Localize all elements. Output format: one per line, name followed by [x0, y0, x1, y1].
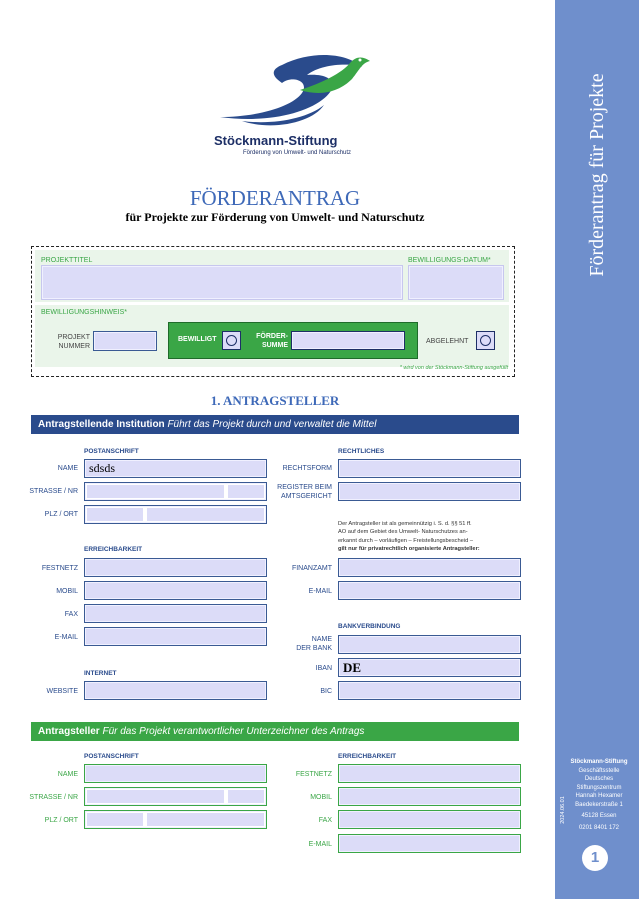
foerdersumme-field[interactable] — [291, 331, 405, 350]
antragsteller-bar-title: Antragsteller — [38, 726, 100, 737]
mobil-label: MOBIL — [56, 588, 78, 595]
bird-logo-icon — [212, 45, 372, 135]
address-line: 0201 8401 172 — [578, 824, 620, 831]
bic-field[interactable] — [338, 681, 521, 700]
bankname-label-line: NAME — [311, 636, 332, 643]
page-number: 1 — [590, 849, 600, 866]
address-line: Hannah Hexamer — [575, 793, 623, 799]
projekttitel-label: PROJEKTTITEL — [41, 257, 93, 264]
fax2-label: FAX — [318, 817, 332, 824]
website-field[interactable] — [84, 681, 267, 700]
register-label-line: REGISTER BEIM — [277, 484, 332, 491]
logo-tagline: Förderung von Umwelt- und Naturschutz — [243, 150, 352, 156]
fax2-field[interactable] — [338, 810, 521, 829]
checkbox-circle-icon — [480, 335, 491, 346]
projekttitel-field[interactable] — [41, 265, 403, 300]
gemeinnuetzig-line: erkannt durch – vorläufigen – Freistellungsbescheid – — [338, 537, 474, 544]
strasse2-label: STRASSE / NR — [29, 794, 78, 801]
bankverbindung-heading: BANKVERBINDUNG — [338, 623, 401, 630]
foerdersumme-label-line: FÖRDER- — [256, 333, 288, 340]
strasse-field[interactable] — [87, 485, 224, 498]
antragsteller-bar-desc: Für das Projekt verantwortlicher Unterzeichner des Antrags — [102, 726, 365, 737]
postanschrift-heading: POSTANSCHRIFT — [84, 448, 139, 455]
festnetz-field[interactable] — [84, 558, 267, 577]
plz-field[interactable] — [87, 508, 143, 521]
gemeinnuetzig-line: Der Antragsteller ist als gemeinnützig i. S. d. §§ 51 ff. — [338, 521, 472, 527]
address-line: Stöckmann-Stiftung — [570, 759, 628, 765]
plz2-label: PLZ / ORT — [44, 817, 78, 824]
projektnummer-label-line: NUMMER — [58, 343, 90, 350]
sidebar-version: 2024.06.01 — [560, 796, 566, 824]
institution-bar-title: Antragstellende Institution — [38, 419, 165, 430]
strasse-field-group — [84, 482, 267, 501]
hausnummer-field[interactable] — [228, 485, 264, 498]
section-title: 1. ANTRAGSTELLER — [210, 393, 340, 408]
mobil2-field[interactable] — [338, 787, 521, 806]
erreichbarkeit2-heading: ERREICHBARKEIT — [338, 753, 397, 760]
name2-field[interactable] — [84, 764, 267, 783]
page-number-badge — [582, 845, 608, 871]
rechtliches-heading: RECHTLICHES — [338, 448, 385, 455]
bic-label: BIC — [320, 688, 332, 695]
strasse2-field-group — [84, 787, 267, 806]
website-label: WEBSITE — [46, 688, 78, 695]
name2-label: NAME — [57, 771, 78, 778]
mobil-field[interactable] — [84, 581, 267, 600]
foundation-footnote: * wird von der Stöckmann-Stiftung ausgefüllt — [399, 365, 508, 371]
internet-heading: INTERNET — [84, 670, 117, 677]
finanzamt-label: FINANZAMT — [291, 565, 332, 572]
plz2-field-group — [84, 810, 267, 829]
email-field[interactable] — [84, 627, 267, 646]
finanzamt-field[interactable] — [338, 558, 521, 577]
bankname-field[interactable] — [338, 635, 521, 654]
email2-label: E-MAIL — [308, 588, 332, 595]
foerdersumme-label-line: SUMME — [261, 342, 288, 349]
address-line: 45128 Essen — [581, 813, 617, 819]
fax-field[interactable] — [84, 604, 267, 623]
address-line: Deutsches — [584, 776, 614, 782]
postanschrift2-heading: POSTANSCHRIFT — [84, 753, 139, 760]
festnetz-label: FESTNETZ — [41, 565, 78, 572]
foerdersumme-label — [252, 332, 288, 350]
erreichbarkeit-heading: ERREICHBARKEIT — [84, 546, 143, 553]
address-line: Stiftungszentrum — [576, 784, 622, 791]
strasse-label: STRASSE / NR — [29, 488, 78, 495]
ort2-field[interactable] — [147, 813, 264, 826]
gemeinnuetzig-bold-line: gilt nur für privatrechtlich organisierte Antragsteller: — [338, 546, 480, 553]
email3-field[interactable] — [338, 834, 521, 853]
sidebar — [555, 0, 639, 899]
gemeinnuetzig-line: AO auf dem Gebiet des Umwelt- Naturschutzes an- — [338, 529, 468, 536]
festnetz2-label: FESTNETZ — [295, 771, 332, 778]
page-title: FÖRDERANTRAG — [189, 186, 361, 210]
bewilligungshinweis-label: BEWILLIGUNGSHINWEIS* — [41, 309, 127, 316]
name-label: NAME — [57, 465, 78, 472]
festnetz2-field[interactable] — [338, 764, 521, 783]
name-field[interactable]: sdsds — [84, 459, 267, 478]
logo-name: Stöckmann-Stiftung — [214, 133, 338, 148]
email2-field[interactable] — [338, 581, 521, 600]
ort-field[interactable] — [147, 508, 264, 521]
plz2-field[interactable] — [87, 813, 143, 826]
register-label-line: AMTSGERICHT — [281, 493, 332, 500]
sidebar-title: Förderantrag für Projekte — [586, 73, 608, 277]
rechtsform-label: RECHTSFORM — [282, 465, 332, 472]
bewilligt-checkbox[interactable] — [222, 331, 241, 350]
strasse2-field[interactable] — [87, 790, 224, 803]
plz-field-group — [84, 505, 267, 524]
abgelehnt-label: ABGELEHNT — [426, 338, 469, 345]
hausnummer2-field[interactable] — [228, 790, 264, 803]
rechtsform-field[interactable] — [338, 459, 521, 478]
page-subtitle: für Projekte zur Förderung von Umwelt- und Naturschutz — [125, 210, 425, 224]
email3-label: E-MAIL — [308, 841, 332, 848]
email-label: E-MAIL — [54, 634, 78, 641]
bankname-label — [270, 635, 332, 653]
checkbox-circle-icon — [226, 335, 237, 346]
institution-bar-desc: Führt das Projekt durch und verwaltet die Mittel — [167, 419, 377, 430]
projektnummer-label-line: PROJEKT — [57, 334, 90, 341]
register-label — [262, 483, 332, 501]
projektnummer-label — [50, 333, 90, 351]
abgelehnt-checkbox[interactable] — [476, 331, 495, 350]
bewilligungsdatum-label: BEWILLIGUNGS-DATUM* — [408, 257, 491, 264]
sidebar-address — [559, 758, 639, 832]
fax-label: FAX — [64, 611, 78, 618]
iban-field[interactable]: DE — [338, 658, 521, 677]
bewilligungsdatum-field[interactable] — [408, 265, 504, 300]
register-field[interactable] — [338, 482, 521, 501]
gemeinnuetzig-text — [338, 520, 523, 554]
antragsteller-bar — [31, 722, 519, 741]
mobil2-label: MOBIL — [310, 794, 332, 801]
projektnummer-field[interactable] — [93, 331, 157, 351]
plz-label: PLZ / ORT — [44, 511, 78, 518]
bewilligt-label: BEWILLIGT — [178, 336, 217, 343]
bankname-label-line: DER BANK — [296, 645, 332, 652]
address-line: Baedekerstraße 1 — [575, 801, 623, 808]
address-line: Geschäftsstelle — [578, 767, 620, 774]
institution-bar — [31, 415, 519, 434]
iban-label: IBAN — [315, 665, 332, 672]
